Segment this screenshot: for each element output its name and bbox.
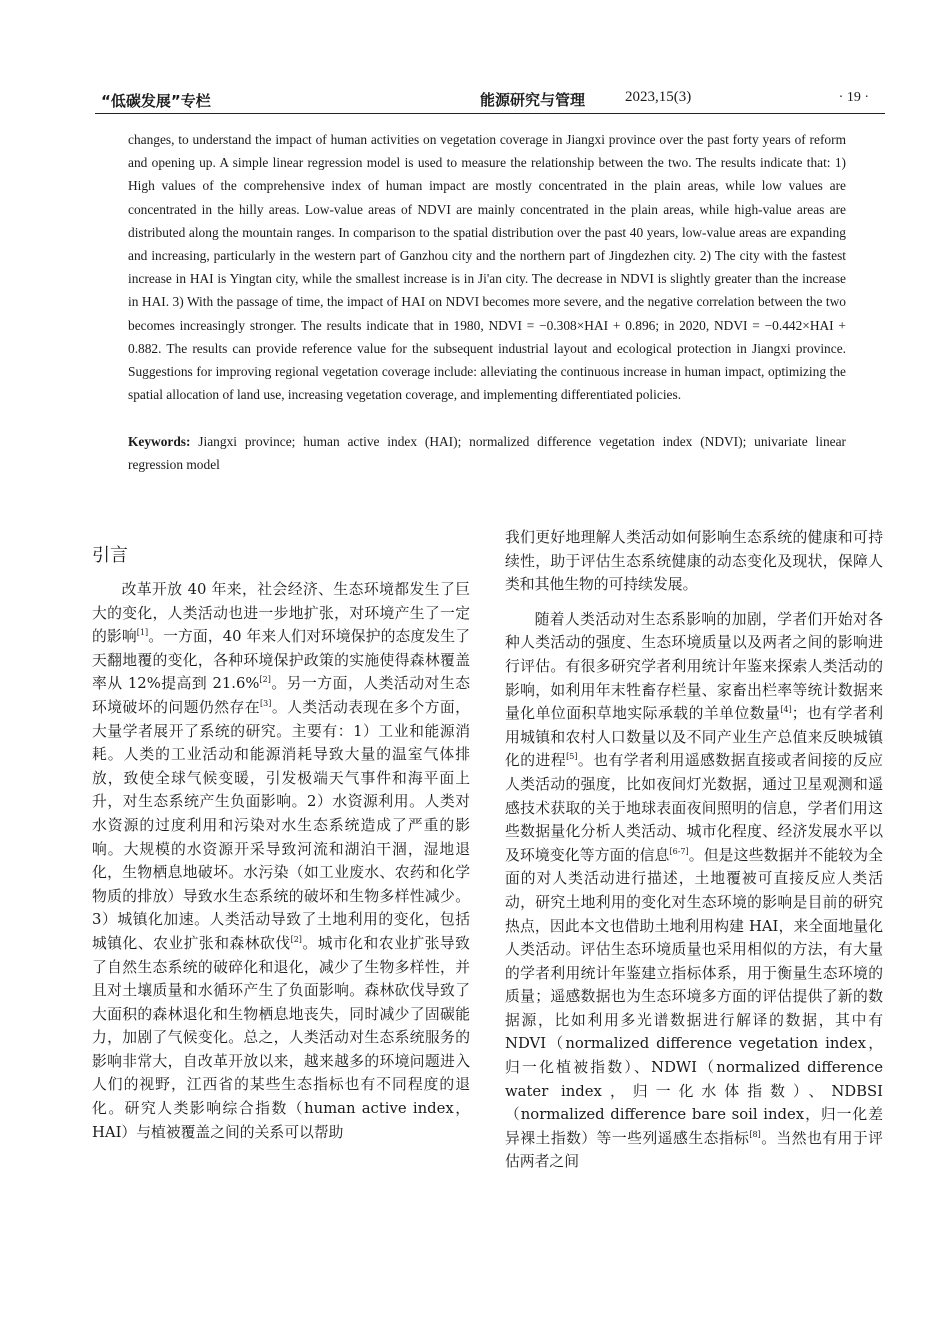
- paragraph: 我们更好地理解人类活动如何影响生态系统的健康和可持续性，助于评估生态系统健康的动态变化及现状，保障人类和其他生物的可持续发展。: [505, 529, 883, 594]
- paragraph-text: 。人类活动表现在多个方面，大量学者展开了系统的研究。主要有：1）工业和能源消耗。人类的工业活动和能源消耗导致大量的温室气体排放，致使全球气候变暖，引发极端天气事件和海平面上升，对生态系统产生负面影响。2）水资源利用。人类对水资源的过度利用和污染对水生态系统造成了严重的影响。大规模的水资源开采导致河流和湖泊干涸，湿地退化，生物栖息地破坏。水污染（如工业废水、农药和化学物质的排放）导致水生态系统的破坏和生物多样性减少。3）城镇化加速。人类活动导致了土地利用的变化，包括城镇化、农业扩张和森林砍伐: [92, 698, 470, 952]
- section-heading: 引言: [92, 545, 128, 566]
- issue-info: 2023,15(3): [625, 89, 692, 105]
- keywords-text: Jiangxi province; human active index (HAI); normalized difference vegetation index (NDVI); univariate linear regression model: [128, 434, 846, 473]
- column-label: “低碳发展”专栏: [101, 92, 211, 110]
- citation: [2]: [259, 675, 271, 685]
- citation: [8]: [749, 1129, 761, 1139]
- keywords-label: Keywords:: [128, 434, 191, 449]
- paragraph-text: 。城市化和农业扩张导致了自然生态系统的破碎化和退化，减少了生物多样性，并且对土壤质量和水循环产生了负面影响。森林砍伐导致了大面积的森林退化和生物栖息地丧失，同时减少了固碳能力，加剧了气候变化。总之，人类活动对生态系统服务的影响非常大，自改革开放以来，越来越多的环境问题进入人们的视野，江西省的某些生态指标也有不同程度的退化。研究人类影响综合指数（human active index，HAI）与植被覆盖之间的关系可以帮助: [92, 934, 470, 1141]
- citation: [4]: [780, 705, 792, 715]
- paragraph-text: 。当然也有用于评估两者之间: [505, 1129, 883, 1171]
- paragraph-text: 改革开放 40 年来，社会经济、生态环境都发生了巨大的变化，人类活动也进一步地扩张，对环境产生了一定的影响: [92, 581, 470, 646]
- paragraph-text: 。也有学者利用遥感数据直接或者间接的反应人类活动的强度，比如夜间灯光数据，通过卫星观测和遥感技术获取的关于地球表面夜间照明的信息，学者们用这些数据量化分析人类活动、城市化程度、经济发展水平以及环境变化等方面的信息: [505, 752, 883, 864]
- citation: [1]: [136, 628, 149, 638]
- journal-name: 能源研究与管理: [480, 91, 586, 109]
- running-header: [95, 86, 885, 114]
- citation: [3]: [260, 698, 272, 708]
- paragraph-text: 随着人类活动对生态系影响的加剧，学者们开始对各种人类活动的强度、生态环境质量以及两者之间的影响进行评估。有很多研究学者利用统计年鉴来探索人类活动的影响，如利用年末牲畜存栏量、家畜出栏率等统计数据来量化单位面积草地实际承载的羊单位数量: [505, 610, 883, 723]
- header-divider: [95, 113, 885, 114]
- paragraph-text: 。一方面，40 年来人们对环境保护的态度发生了天翻地覆的变化，各种环境保护政策的实施使得森林覆盖率从 12%提高到 21.6%: [92, 628, 470, 693]
- citation: [6-7]: [669, 846, 689, 856]
- keywords: [128, 430, 846, 476]
- paragraph-text: ；也有学者利用城镇和农村人口数量以及不同产业生产总值来反映城镇化的进程: [505, 705, 883, 770]
- citation: [2]: [290, 934, 302, 944]
- paragraph: [505, 608, 883, 1174]
- citation: [5]: [566, 752, 578, 762]
- left-column: [92, 578, 470, 1144]
- abstract-body: changes, to understand the impact of human activities on vegetation coverage in Jiangxi province over the past forty years of reform and opening up. A simple linear regression model is used to measure the relationship between the two. The results indicate that: 1) High values of the comprehensive index of human impact are mostly concentrated in the plain areas, while low values are concentrated in the hilly areas. Low-value areas of NDVI are mainly concentrated in the plain areas, while high-value areas are distributed along the mountain ranges. In comparison to the spatial distribution over the past 40 years, low-value areas are expanding and increasing, particularly in the western part of Ganzhou city and the northern part of Jingdezhen city. 2) The city with the fastest increase in HAI is Yingtan city, while the smallest increase is in Ji'an city. The decrease in NDVI is slightly greater than the increase in HAI. 3) With the passage of time, the impact of HAI on NDVI becomes more severe, and the negative correlation between the two becomes increasingly stronger. The results indicate that in 1980, NDVI = −0.308×HAI + 0.896; in 2020, NDVI = −0.442×HAI + 0.882. The results can provide reference value for the subsequent industrial layout and ecological protection in Jiangxi province. Suggestions for improving regional vegetation coverage include: alleviating the continuous increase in human impact, optimizing the spatial allocation of land use, increasing vegetation coverage, and implementing differentiated policies.: [128, 132, 846, 403]
- paragraph-text: 。另一方面，人类活动对生态环境破坏的问题仍然存在: [92, 675, 470, 716]
- paragraph-text: 。但是这些数据并不能较为全面的对人类活动进行描述，土地覆被可直接反应人类活动，研究土地利用的变化对生态环境的影响是目前的研究热点，因此本文也借助土地利用构建 HAI，来全面地量化人类活动。评估生态环境质量也采用相似的方法，有大量的学者利用统计年鉴建立指标体系，用于衡量生态环境的质量；遥感数据也为生态环境多方面的评估提供了新的数据源，比如利用多光谱数据进行解译的数据，其中有 NDVI（normalized difference vegetation index，归一化植被指数）、NDWI（normalized difference water index，归一化水体指数）、NDBSI（normalized difference bare soil index，归一化差异裸土指数）等一些列遥感生态指标: [505, 846, 883, 1147]
- page-number: · 19 ·: [838, 90, 869, 105]
- paragraph: [92, 578, 470, 1144]
- right-column: [505, 526, 883, 1174]
